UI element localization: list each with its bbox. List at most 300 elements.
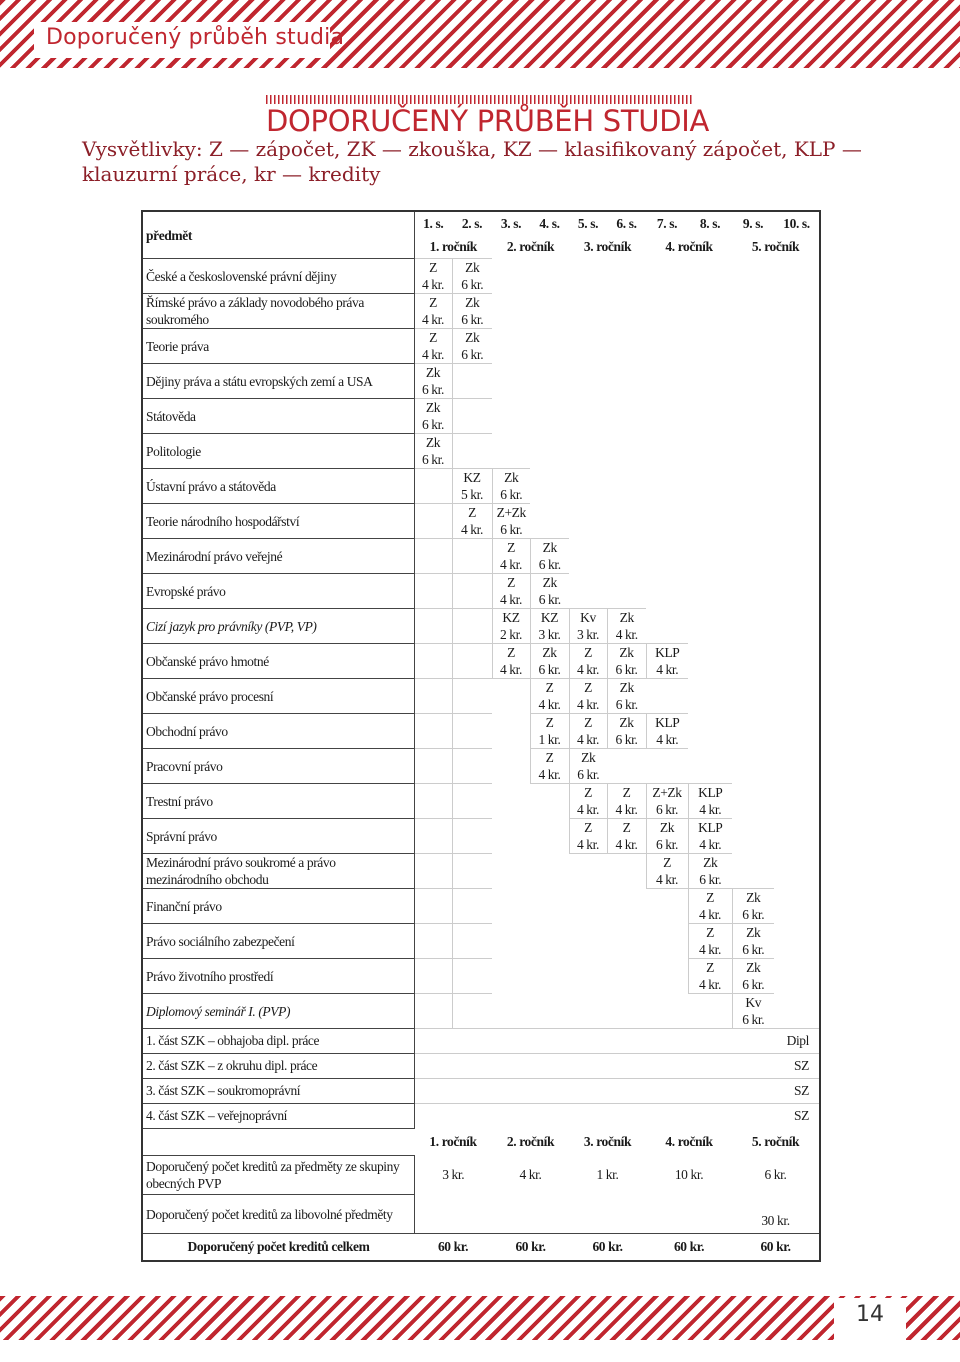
subject-name: Pracovní právo [142,749,414,784]
semester-cell [569,609,607,644]
subject-name: Evropské právo [142,574,414,609]
semester-cell [452,854,492,889]
semester-cell [646,364,688,399]
credit-value: 4 kr. [538,697,561,712]
total-credits-value-2: 60 kr. [492,1234,569,1262]
semester-cell [414,924,452,959]
credit-value: 6 kr. [699,872,722,887]
credit-value: 4 kr. [421,312,444,327]
assessment-type: Z [622,785,631,800]
study-plan-table [141,210,821,1262]
semester-cell [774,504,820,539]
assessment-type: Zk [619,715,634,730]
semester-cell [414,539,452,574]
semester-cell [569,294,607,329]
credit-value: 4 kr. [698,907,721,922]
credit-value: 3 kr. [576,627,599,642]
semester-cell [607,889,646,924]
credit-value: 6 kr. [615,697,638,712]
assessment-type: Zk [746,925,761,940]
assessment-type: KLP [655,715,680,730]
year-header-1: 1. ročník [429,238,477,254]
semester-cell [452,644,492,679]
total-credits-value-5: 60 kr. [732,1234,820,1262]
semester-cell [452,784,492,819]
footer-year-2: 2. ročník [506,1134,555,1149]
semester-cell [492,889,530,924]
credit-value: 6 kr. [538,557,561,572]
semester-cell [688,399,732,434]
semester-cell [530,609,569,644]
credits-pvp-value-3: 1 kr. [596,1167,619,1182]
semester-cell [732,679,774,714]
semester-cell [492,574,530,609]
subject-row [142,924,820,959]
semester-cell [530,644,569,679]
credits-pvp-value-2: 4 kr. [519,1167,542,1182]
semester-header-8: 8. s. [699,215,721,231]
running-header-title: Doporučený průběh studia [46,25,345,50]
credit-value: 4 kr. [656,732,679,747]
semester-cell [646,539,688,574]
semester-cell [452,294,492,329]
subject-name: Teorie práva [142,329,414,364]
assessment-type: KLP [698,820,723,835]
subject-name: Finanční právo [142,889,414,924]
semester-cell [414,364,452,399]
subject-row [142,329,820,364]
semester-cell [607,714,646,749]
assessment-type: Z [545,715,554,730]
semester-cell [569,994,607,1029]
semester-cell [414,644,452,679]
semester-cell [688,469,732,504]
semester-cell [569,399,607,434]
semester-cell [607,749,646,784]
credit-value: 4 kr. [576,802,599,817]
credits-pvp-value-4: 10 kr. [674,1167,704,1182]
subject-name: Dějiny práva a státu evropských zemí a USA [142,364,414,399]
semester-cell [414,749,452,784]
semester-cell [492,679,530,714]
semester-cell [452,679,492,714]
semester-cell [492,714,530,749]
semester-cell [530,679,569,714]
semester-cell [530,924,569,959]
semester-cell [530,329,569,364]
credit-value: 3 kr. [538,627,561,642]
subject-row [142,679,820,714]
semester-cell [688,609,732,644]
semester-cell [452,994,492,1029]
credit-value: 4 kr. [615,627,638,642]
semester-cell [607,959,646,994]
credit-value: 6 kr. [461,347,484,362]
semester-cell [530,714,569,749]
subject-name: Občanské právo procesní [142,679,414,714]
assessment-type: Zk [465,260,480,275]
subject-row [142,889,820,924]
semester-cell [492,644,530,679]
credit-value: 6 kr. [500,522,523,537]
semester-cell [569,924,607,959]
state-exam-value: SZ [414,1079,820,1104]
semester-cell [646,294,688,329]
semester-cell [732,749,774,784]
state-exam-value: SZ [414,1104,820,1129]
subject-name: Obchodní právo [142,714,414,749]
semester-cell [607,644,646,679]
semester-cell [452,399,492,434]
semester-cell [569,539,607,574]
subject-name: Římské právo a základy novodobého práva soukromého [142,294,414,329]
assessment-type: Zk [504,470,519,485]
semester-cell [492,504,530,539]
semester-cell [530,364,569,399]
semester-cell [492,994,530,1029]
assessment-type: Zk [619,680,634,695]
semester-cell [646,399,688,434]
semester-cell [646,959,688,994]
credit-value: 1 kr. [538,732,561,747]
semester-cell [607,294,646,329]
assessment-type: Zk [746,890,761,905]
subject-row [142,539,820,574]
semester-cell [530,504,569,539]
semester-cell [688,504,732,539]
semester-cell [492,749,530,784]
semester-cell [452,819,492,854]
semester-cell [414,609,452,644]
semester-cell [414,889,452,924]
semester-cell [607,819,646,854]
credit-value: 4 kr. [698,977,721,992]
heading-stripe-decoration [266,95,694,104]
assessment-type: Zk [581,750,596,765]
assessment-type: Z [584,680,592,695]
semester-cell [452,574,492,609]
footer-blank-cell [142,1129,414,1156]
credit-value: 4 kr. [460,522,483,537]
subject-row [142,294,820,329]
semester-cell [414,504,452,539]
subject-name: Diplomový seminář I. (PVP) [142,994,414,1029]
semester-cell [646,679,688,714]
year-header-4: 4. ročník [665,238,713,254]
semester-cell [646,469,688,504]
subject-name: Mezinárodní právo soukromé a právo mezinárodního obchodu [142,854,414,889]
semester-cell [607,504,646,539]
credit-value: 5 kr. [460,487,483,502]
footer-year-4: 4. ročník [665,1134,713,1149]
total-credits-value-3: 60 kr. [569,1234,646,1262]
semester-cell [530,959,569,994]
assessment-type: Z [584,715,592,730]
semester-cell [492,819,530,854]
semester-cell [569,504,607,539]
semester-cell [646,819,688,854]
semester-cell [732,364,774,399]
semester-cell [569,784,607,819]
semester-cell [492,259,530,294]
subject-row [142,399,820,434]
credit-value: 4 kr. [699,837,722,852]
semester-cell [732,819,774,854]
semester-cell [607,679,646,714]
credit-value: 6 kr. [461,277,484,292]
subject-row [142,749,820,784]
semester-cell [774,854,820,889]
credit-value: 6 kr. [421,382,444,397]
credit-value: 6 kr. [538,592,561,607]
semester-cell [607,259,646,294]
credit-value: 4 kr. [576,662,599,677]
subject-row [142,714,820,749]
legend-text: Vysvětlivky: Z — zápočet, ZK — zkouška, KZ — klasifikovaný zápočet, KLP — klauzurní práce, kr — kredity [82,137,862,186]
semester-cell [414,714,452,749]
semester-cell [774,469,820,504]
credit-value: 4 kr. [499,592,522,607]
semester-cell [732,714,774,749]
semester-cell [688,679,732,714]
semester-cell [774,784,820,819]
semester-cell [688,644,732,679]
semester-cell [688,959,732,994]
semester-cell [688,854,732,889]
semester-cell [530,294,569,329]
semester-cell [688,434,732,469]
semester-cell [414,784,452,819]
credit-value: 6 kr. [577,767,600,782]
semester-cell [732,784,774,819]
subject-row [142,574,820,609]
semester-cell [452,259,492,294]
semester-cell [414,434,452,469]
subject-name: Právo životního prostředí [142,959,414,994]
semester-cell [607,994,646,1029]
subject-row [142,644,820,679]
semester-cell [414,959,452,994]
semester-cell [732,994,774,1029]
subject-name: Trestní právo [142,784,414,819]
assessment-type: Z+Zk [652,785,682,800]
semester-cell [569,749,607,784]
credit-value: 4 kr. [421,277,444,292]
subject-row [142,854,820,889]
assessment-type: Zk [425,365,441,380]
semester-cell [414,994,452,1029]
semester-cell [688,889,732,924]
semester-cell [492,399,530,434]
semester-cell [774,994,820,1029]
assessment-type: Z [706,890,714,905]
semester-header-3: 3. s. [500,215,522,231]
semester-cell [607,539,646,574]
credits-free-value: 30 kr. [761,1213,790,1228]
semester-header-4: 4. s. [539,215,560,231]
assessment-type: Z [622,820,631,835]
semester-cell [732,644,774,679]
semester-cell [688,714,732,749]
credit-value: 6 kr. [421,452,444,467]
subject-name: Správní právo [142,819,414,854]
year-header-2: 2. ročník [506,238,555,254]
credit-value: 6 kr. [742,942,765,957]
semester-cell [492,469,530,504]
credit-value: 4 kr. [699,802,722,817]
semester-cell [414,854,452,889]
credit-value: 4 kr. [576,732,599,747]
semester-cell [492,784,530,819]
semester-cell [607,924,646,959]
credit-value: 4 kr. [655,872,678,887]
credits-pvp-value-5: 6 kr. [764,1167,787,1182]
page-number: 14 [856,1302,884,1327]
assessment-type: KZ [540,610,559,625]
subject-name: Ústavní právo a státověda [142,469,414,504]
bottom-stripe-band [0,1296,960,1340]
subject-name: Občanské právo hmotné [142,644,414,679]
semester-cell [492,854,530,889]
credit-value: 4 kr. [499,557,522,572]
credit-value: 6 kr. [500,487,523,502]
subject-name: Teorie národního hospodářství [142,504,414,539]
semester-header-7: 7. s. [656,215,678,231]
subject-column-header: předmět [142,211,414,259]
semester-cell [530,889,569,924]
subject-row [142,609,820,644]
semester-cell [732,329,774,364]
semester-cell [774,329,820,364]
semester-cell [569,574,607,609]
semester-cell [732,504,774,539]
subject-row [142,959,820,994]
semester-cell [607,609,646,644]
semester-cell [774,539,820,574]
credits-free-label: Doporučený počet kreditů za libovolné předměty [142,1195,414,1234]
state-exam-row [142,1079,820,1104]
semester-cell [774,399,820,434]
assessment-type: Z [429,330,437,345]
total-credits-value-1: 60 kr. [414,1234,492,1262]
semester-cell [646,434,688,469]
credit-value: 4 kr. [615,802,638,817]
semester-cell [646,609,688,644]
subject-row [142,469,820,504]
semester-cell [732,924,774,959]
state-exam-value: Dipl [414,1029,820,1054]
semester-cell [414,294,452,329]
semester-cell [774,294,820,329]
credit-value: 2 kr. [499,627,522,642]
semester-cell [732,609,774,644]
semester-header-2: 2. s. [461,215,483,231]
assessment-type: Zk [542,645,557,660]
semester-cell [688,574,732,609]
subject-row [142,819,820,854]
semester-cell [732,854,774,889]
semester-cell [607,399,646,434]
semester-cell [774,609,820,644]
credit-value: 4 kr. [576,697,599,712]
credit-value: 4 kr. [615,837,638,852]
semester-cell [569,679,607,714]
semester-cell [569,434,607,469]
semester-cell [452,504,492,539]
credit-value: 6 kr. [742,977,765,992]
semester-cell [530,994,569,1029]
semester-cell [530,749,569,784]
semester-cell [492,609,530,644]
semester-cell [414,679,452,714]
semester-cell [646,924,688,959]
semester-cell [774,749,820,784]
semester-cell [774,644,820,679]
credits-free-empty [414,1195,732,1234]
subject-name: Mezinárodní právo veřejné [142,539,414,574]
semester-cell [732,469,774,504]
semester-cell [607,784,646,819]
assessment-type: Z [584,820,592,835]
semester-header-9: 9. s. [742,215,764,231]
credit-value: 6 kr. [742,1012,765,1027]
credits-pvp-value-1: 3 kr. [442,1167,465,1182]
assessment-type: Zk [619,610,634,625]
assessment-type: Zk [659,820,675,835]
semester-cell [452,889,492,924]
semester-header-6: 6. s. [616,215,637,231]
semester-cell [414,399,452,434]
footer-year-3: 3. ročník [583,1134,632,1149]
credit-value: 6 kr. [742,907,765,922]
assessment-type: Z [507,540,515,555]
assessment-type: Zk [619,645,634,660]
semester-cell [646,714,688,749]
semester-cell [688,924,732,959]
semester-cell [530,434,569,469]
credit-value: 4 kr. [538,767,561,782]
state-exam-row [142,1054,820,1079]
semester-cell [646,644,688,679]
semester-cell [732,259,774,294]
semester-cell [774,889,820,924]
semester-cell [646,329,688,364]
assessment-type: Zk [465,330,480,345]
semester-cell [452,959,492,994]
semester-cell [774,259,820,294]
assessment-type: Z [706,925,714,940]
subject-row [142,259,820,294]
semester-cell [452,329,492,364]
assessment-type: Zk [425,435,441,450]
assessment-type: KLP [655,645,680,660]
subject-name: Cizí jazyk pro právníky (PVP, VP) [142,609,414,644]
semester-cell [688,259,732,294]
state-exam-row [142,1029,820,1054]
table-body [142,211,820,1261]
semester-cell [774,714,820,749]
semester-cell [774,574,820,609]
footer-year-5: 5. ročník [751,1134,800,1149]
subject-row [142,364,820,399]
semester-cell [492,329,530,364]
credit-value: 4 kr. [656,662,679,677]
assessment-type: Z [429,295,437,310]
assessment-type: Z+Zk [496,505,526,520]
subject-name: Právo sociálního zabezpečení [142,924,414,959]
semester-cell [452,749,492,784]
state-exam-label: 2. část SZK – z okruhu dipl. práce [142,1054,414,1079]
